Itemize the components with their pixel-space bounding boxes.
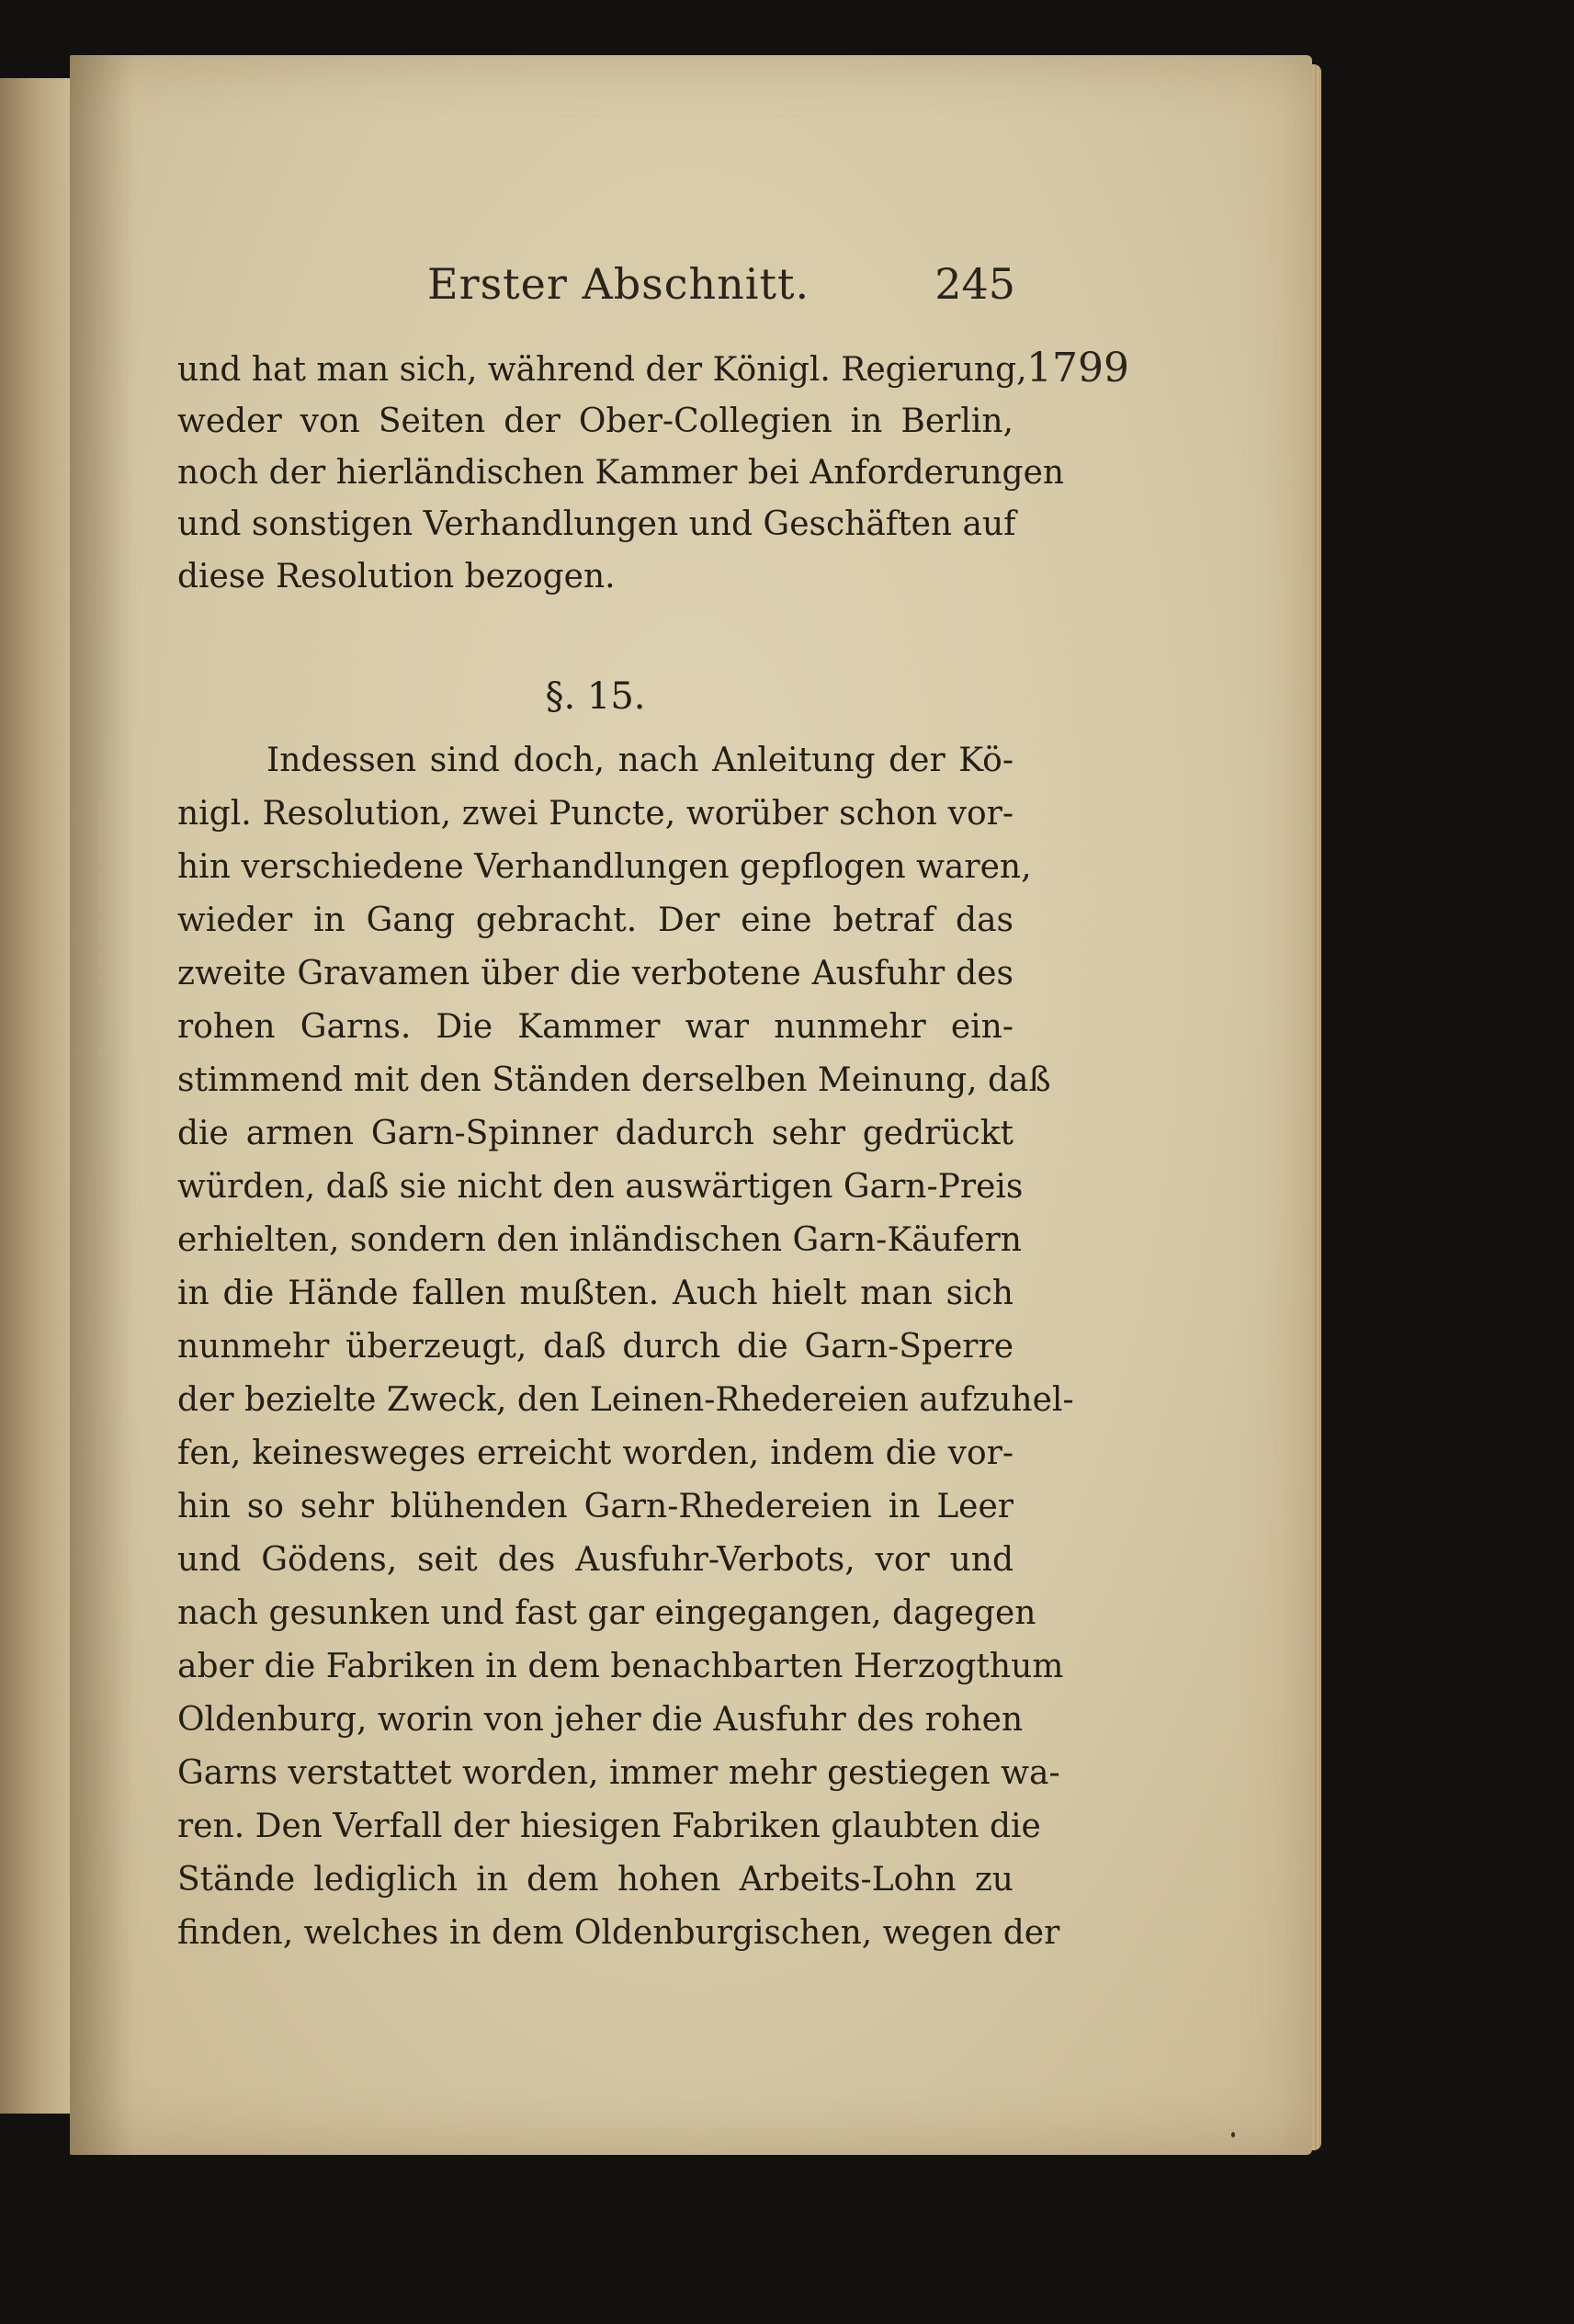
- section-heading: §. 15.: [545, 675, 646, 718]
- gutter-shadow: [70, 55, 134, 2155]
- text-line: fen, keinesweges erreicht worden, indem die vor-: [177, 1434, 1013, 1472]
- text-line: stimmend mit den Ständen derselben Meinung, daß: [177, 1061, 1051, 1099]
- text-line: und Gödens, seit des Ausfuhr-Verbots, vor und: [177, 1541, 1013, 1579]
- text-line: hin so sehr blühenden Garn-Rhedereien in Leer: [177, 1488, 1013, 1525]
- text-line: die armen Garn-Spinner dadurch sehr gedrückt: [177, 1115, 1013, 1152]
- text-line: finden, welches in dem Oldenburgischen, wegen der: [177, 1914, 1060, 1952]
- text-line: in die Hände fallen mußten. Auch hielt man sich: [177, 1275, 1013, 1312]
- previous-page-edge: [0, 78, 74, 2114]
- text-line: wieder in Gang gebracht. Der eine betraf das: [177, 901, 1013, 939]
- text-line: noch der hierländischen Kammer bei Anforderungen: [177, 454, 1065, 492]
- text-line: aber die Fabriken in dem benachbarten Herzogthum: [177, 1648, 1064, 1685]
- text-line: Oldenburg, worin von jeher die Ausfuhr des rohen: [177, 1701, 1024, 1739]
- text-line: würden, daß sie nicht den auswärtigen Garn-Preis: [177, 1168, 1024, 1206]
- text-line: Indessen sind doch, nach Anleitung der Kö-: [266, 742, 1013, 779]
- text-line: rohen Garns. Die Kammer war nunmehr ein-: [177, 1008, 1013, 1046]
- text-line: erhielten, sondern den inländischen Garn-Käufern: [177, 1221, 1022, 1259]
- text-line: und sonstigen Verhandlungen und Geschäften auf: [177, 505, 1016, 543]
- text-line: diese Resolution bezogen.: [177, 558, 616, 595]
- paper-speck: [1231, 2132, 1235, 2137]
- text-line: nigl. Resolution, zwei Puncte, worüber schon vor-: [177, 795, 1013, 833]
- text-line: hin verschiedene Verhandlungen gepflogen waren,: [177, 848, 1032, 886]
- page-number: 245: [934, 259, 1015, 309]
- text-line: Garns verstattet worden, immer mehr gestiegen wa-: [177, 1754, 1060, 1792]
- text-line: weder von Seiten der Ober-Collegien in Berlin,: [177, 402, 1013, 440]
- text-line: Stände lediglich in dem hohen Arbeits-Lohn zu: [177, 1861, 1013, 1899]
- text-line: ren. Den Verfall der hiesigen Fabriken glaubten die: [177, 1808, 1041, 1845]
- running-head: Erster Abschnitt.: [427, 259, 810, 309]
- margin-year: 1799: [1026, 345, 1129, 391]
- text-line: der bezielte Zweck, den Leinen-Rhedereien aufzuhel-: [177, 1381, 1074, 1419]
- text-line: nunmehr überzeugt, daß durch die Garn-Sperre: [177, 1328, 1013, 1366]
- text-line: und hat man sich, während der Königl. Regierung,: [177, 351, 1027, 389]
- text-line: zweite Gravamen über die verbotene Ausfuhr des: [177, 955, 1013, 992]
- text-line: nach gesunken und fast gar eingegangen, dagegen: [177, 1594, 1036, 1632]
- page-header: [427, 259, 1015, 323]
